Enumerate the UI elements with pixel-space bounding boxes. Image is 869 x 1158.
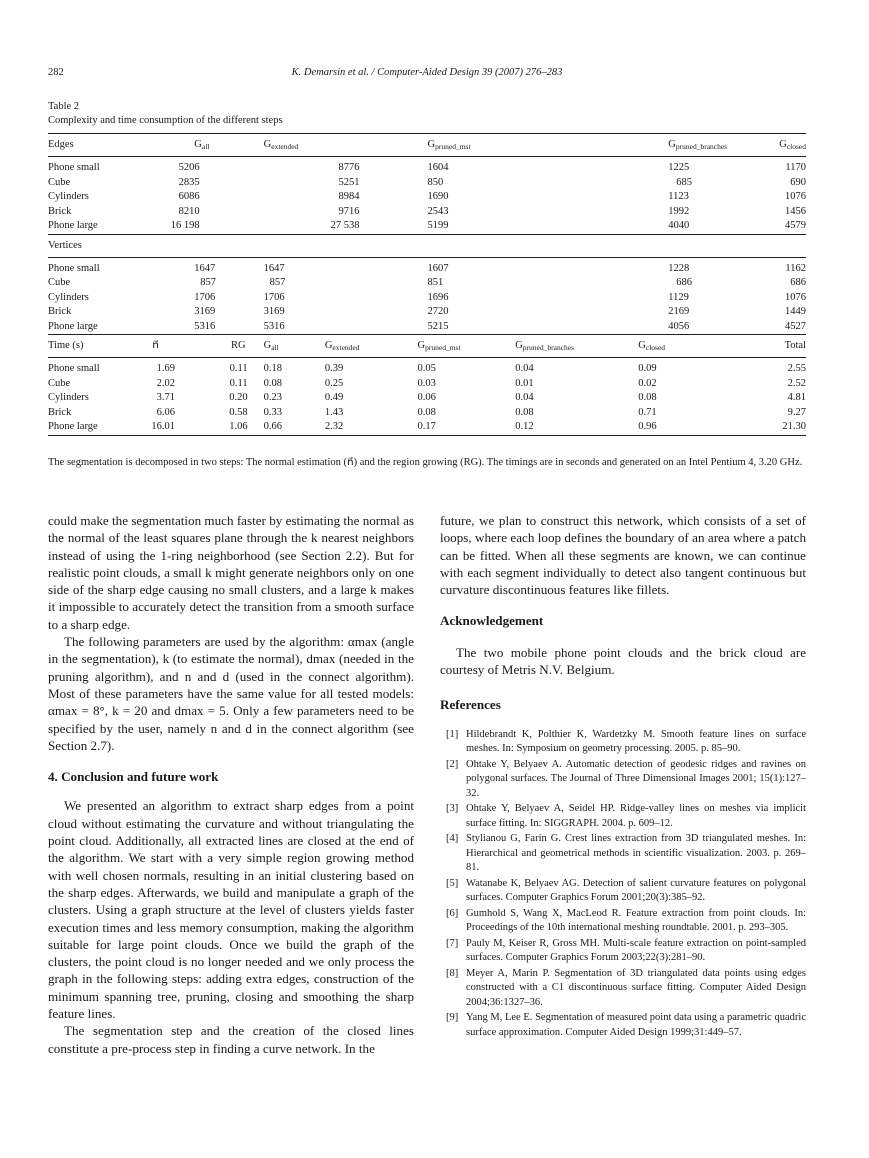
table-title: Complexity and time consumption of the different steps (48, 115, 283, 126)
time-section (48, 335, 806, 436)
table-row: Phone large 5316 5316 5215 4056 4527 (48, 320, 806, 335)
paragraph: future, we plan to construct this network, which consists of a set of loops, where each loop defines the boundary of an area where a patch can be fitted. When all these segments are known, we can continue with each segment individually to detect also tangent continuous but curvature discontinuous features like fillets. (440, 513, 806, 598)
table-row: Cube 2.02 0.11 0.08 0.25 0.03 0.01 0.02 2.52 (48, 377, 806, 389)
edges-section (48, 134, 806, 235)
table-row: Phone small 1647 1647 1607 1228 1162 (48, 262, 806, 274)
paragraph: could make the segmentation much faster by estimating the normal as the normal of the least squares plane through the k nearest neighbors instead of using the 1-ring neighborhood (see Section 2.2). But for realistic point clouds, a small k might generate neighbors only on one side of the sharp edge causing no small clusters, and a large k makes it impossible to accurately detect the transition from a smooth surface to a sharp edge. (48, 513, 414, 632)
page-header (48, 67, 806, 83)
col-g-extended: $G_{extended}$ (264, 134, 414, 157)
table-row: Phone large 16 198 27 538 5199 4040 4579 (48, 219, 806, 234)
table-row: Brick 8210 9716 2543 1992 1456 (48, 205, 806, 217)
col-g-pruned-mst: $G_{pruned\_mst}$ (414, 335, 516, 358)
col-g-all: $G_{all}$ (264, 335, 325, 358)
col-g-closed: $G_{closed}$ (638, 335, 727, 358)
paragraph: We presented an algorithm to extract sharp edges from a point cloud without estimating the curvature and without triangulating the point cloud. Additionally, all extracted lines are closed at the end of the algorithm. We start with a very simple region growing method with well chosen normals, resulting in an initial clustering based on the sharp edges. Afterwards, we build and manipulate a graph of the clusters. Using a graph structure at the level of clusters yields faster execution times and less memory consumption, making the algorithm suitable for large point clouds. Once we build the graph of the clusters, the point cloud is no longer needed and we only process the graph in the following steps: adding extra edges, construction of the minimum spanning tree, pruning, closing and smoothing the sharp feature lines. (48, 798, 414, 1022)
reference-item: [4] Stylianou G, Farin G. Crest lines extraction from 3D triangulated meshes. In: Hierarchical and geometrical methods in scientific visualization. 2003. p. 269–81. (446, 833, 806, 874)
col-normal: n⃗ (144, 335, 199, 358)
table-row: Phone large 16.01 1.06 0.66 2.32 0.17 0.12 0.96 21.30 (48, 420, 806, 435)
paragraph: The two mobile phone point clouds and the brick cloud are courtesy of Metris N.V. Belgium. (440, 644, 806, 678)
table-row: Cube 2835 5251 850 685 690 (48, 176, 806, 188)
col-g-pruned-branches: $G_{pruned\_branches}$ (638, 134, 727, 157)
time-header: Time (s) (48, 335, 144, 358)
table-row: Brick 3169 3169 2720 2169 1449 (48, 306, 806, 317)
page-number: 282 (48, 67, 64, 78)
table-row: Cylinders 1706 1706 1696 1129 1076 (48, 291, 806, 303)
edges-header-row (48, 134, 806, 157)
table-row: Cylinders 6086 8984 1690 1123 1076 (48, 191, 806, 202)
reference-item: [1] Hildebrandt K, Polthier K, Wardetzky M. Smooth feature lines on surface meshes. In: Symposium on geometry processing. 2005. p. 85–90. (446, 728, 806, 755)
col-g-pruned-branches: $G_{pruned\_branches}$ (515, 335, 638, 358)
left-column (48, 512, 414, 1057)
table-row: Phone small 5206 8776 1604 1225 1170 (48, 162, 806, 173)
reference-item: [3] Ohtake Y, Belyaev A, Seidel HP. Ridge-valley lines on meshes via implicit surface fitting. In: SIGGRAPH. 2004. p. 609–12. (446, 803, 806, 829)
table-footnote: The segmentation is decomposed in two steps: The normal estimation (n⃗) and the region growing (RG). The timings are in seconds and generated on an Intel Pentium 4, 3.20 GHz. (48, 457, 803, 468)
reference-item: [8] Meyer A, Marin P. Segmentation of 3D triangulated data points using edges constructed with a C1 discontinuous surface fitting. Computer Aided Design 2004;36:1327–36. (446, 967, 806, 1008)
reference-item: [5] Watanabe K, Belyaev AG. Detection of salient curvature features on polygonal surfaces. Computer Graphics Forum 2001;20(3):385–92. (446, 877, 806, 904)
table-row: Cube 857 857 851 686 686 (48, 277, 806, 288)
table-caption (48, 100, 808, 128)
col-g-extended: $G_{extended}$ (325, 335, 414, 358)
reference-item: [6] Gumhold S, Wang X, MacLeod R. Feature extraction from point clouds. In: Proceedings of the 10th international meshing roundtable. 2001. p. 293–305. (446, 907, 806, 934)
col-total: Total (727, 335, 806, 358)
table-row: Cylinders 3.71 0.20 0.23 0.49 0.06 0.04 0.08 4.81 (48, 392, 806, 403)
references-heading: References (440, 697, 501, 713)
paragraph: The segmentation step and the creation of the closed lines constitute a pre-process step in finding a curve network. In the (48, 1023, 414, 1056)
table-row: Brick 6.06 0.58 0.33 1.43 0.08 0.08 0.71 9.27 (48, 406, 806, 418)
time-header-row (48, 335, 806, 358)
col-rg: RG (199, 335, 264, 358)
running-title: K. Demarsin et al. / Computer-Aided Design 39 (2007) 276–283 (291, 67, 563, 78)
col-g-closed: $G_{closed}$ (727, 134, 806, 157)
acknowledgement-heading: Acknowledgement (440, 613, 544, 629)
table-label: Table 2 (48, 101, 80, 112)
col-g-pruned-mst: $G_{pruned\_mst}$ (414, 134, 639, 157)
col-g-all: $G_{all}$ (144, 134, 263, 157)
vertices-header-row (48, 234, 806, 257)
reference-list (440, 728, 806, 1041)
vertices-section (48, 234, 806, 335)
right-column (440, 512, 806, 1041)
vertices-header: Vertices (48, 234, 806, 257)
complexity-table (48, 133, 806, 436)
reference-item: [7] Pauly M, Keiser R, Gross MH. Multi-scale feature extraction on point-sampled surfaces. Computer Graphics Forum 2003;22(3):281–90. (446, 937, 806, 964)
reference-item: [9] Yang M, Lee E. Segmentation of measured point data using a parametric quadric surface approximation. Computer Aided Design 1999;31:449–57. (446, 1012, 806, 1038)
section-heading: 4. Conclusion and future work (48, 769, 219, 785)
reference-item: [2] Ohtake Y, Belyaev A. Automatic detection of geodesic ridges and ravines on polygonal surfaces. The Journal of Three Dimensional Images 2001; 15(1):127–32. (446, 758, 806, 799)
edges-header: Edges (48, 134, 144, 157)
table-row: Phone small 1.69 0.11 0.18 0.39 0.05 0.04 0.09 2.55 (48, 363, 806, 374)
paragraph: The following parameters are used by the algorithm: αmax (angle in the segmentation), k (to estimate the normal), dmax (needed in the pruning algorithm), and n and d (used in the connect algorithm). Most of these parameters have the same value for all tested models: αmax = 8°, k = 20 and dmax = 5. Only a few parameters need to be specified by the user, namely n and d in the connect algorithm (see Section 2.7). (48, 634, 414, 753)
